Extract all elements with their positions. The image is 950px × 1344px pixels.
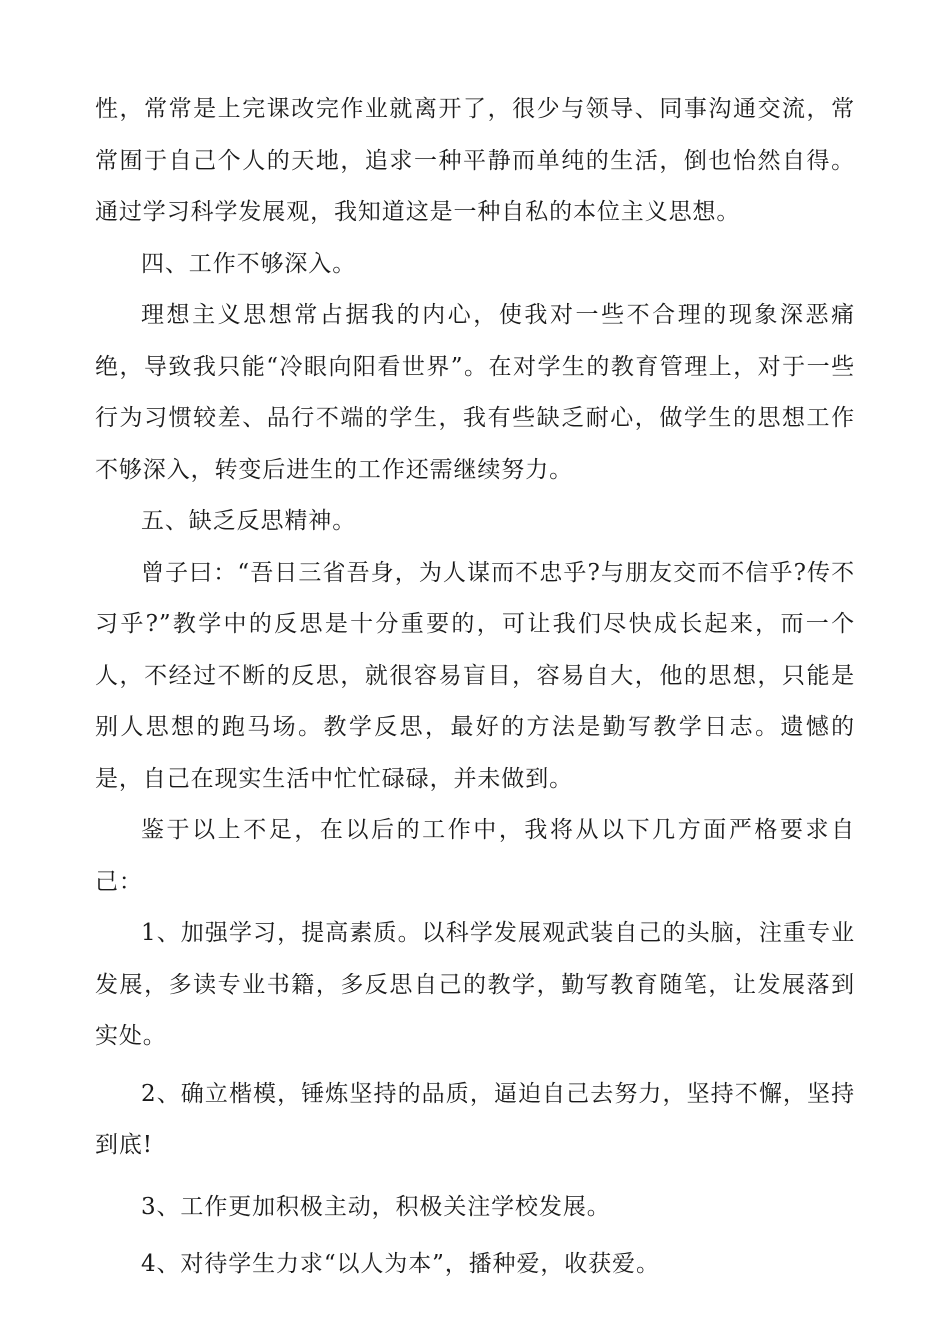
list-item-4: 4、对待学生力求“以人为本”，播种爱，收获爱。 xyxy=(141,1251,660,1277)
document-page xyxy=(95,84,855,1291)
section-heading-four: 四、工作不够深入。 xyxy=(141,250,357,277)
list-item-3: 3、工作更加积极主动，积极关注学校发展。 xyxy=(141,1193,611,1220)
paragraph-reflection: 曾子曰：“吾日三省吾身，为人谋而不忠乎?与朋友交而不信乎?传不习乎?”教学中的反思是十分重要的，可让我们尽快成长起来，而一个人，不经过不断的反思，就很容易盲目，容易自大，他的思想，只能是别人思想的跑马场。教学反思，最好的方法是勤写教学日志。遗憾的是，自己在现实生活中忙忙碌碌，并未做到。 xyxy=(95,559,855,792)
list-item-2: 2、确立楷模，锤炼坚持的品质，逼迫自己去努力，坚持不懈，坚持到底! xyxy=(95,1080,855,1158)
paragraph-idealism: 理想主义思想常占据我的内心，使我对一些不合理的现象深恶痛绝，导致我只能“冷眼向阳看世界”。在对学生的教育管理上，对于一些行为习惯较差、品行不端的学生，我有些缺乏耐心，做学生的思想工作不够深入，转变后进生的工作还需继续努力。 xyxy=(95,302,855,483)
list-item-1: 1、加强学习，提高素质。以科学发展观武装自己的头脑，注重专业发展，多读专业书籍，多反思自己的教学，勤写教育随笔，让发展落到实处。 xyxy=(95,920,855,1049)
paragraph-continuation: 性，常常是上完课改完作业就离开了，很少与领导、同事沟通交流，常常囿于自己个人的天地，追求一种平静而单纯的生活，倒也怡然自得。通过学习科学发展观，我知道这是一种自私的本位主义思想。 xyxy=(95,96,855,225)
paragraph-resolution-intro: 鉴于以上不足，在以后的工作中，我将从以下几方面严格要求自己： xyxy=(95,817,855,895)
section-heading-five: 五、缺乏反思精神。 xyxy=(141,508,357,534)
